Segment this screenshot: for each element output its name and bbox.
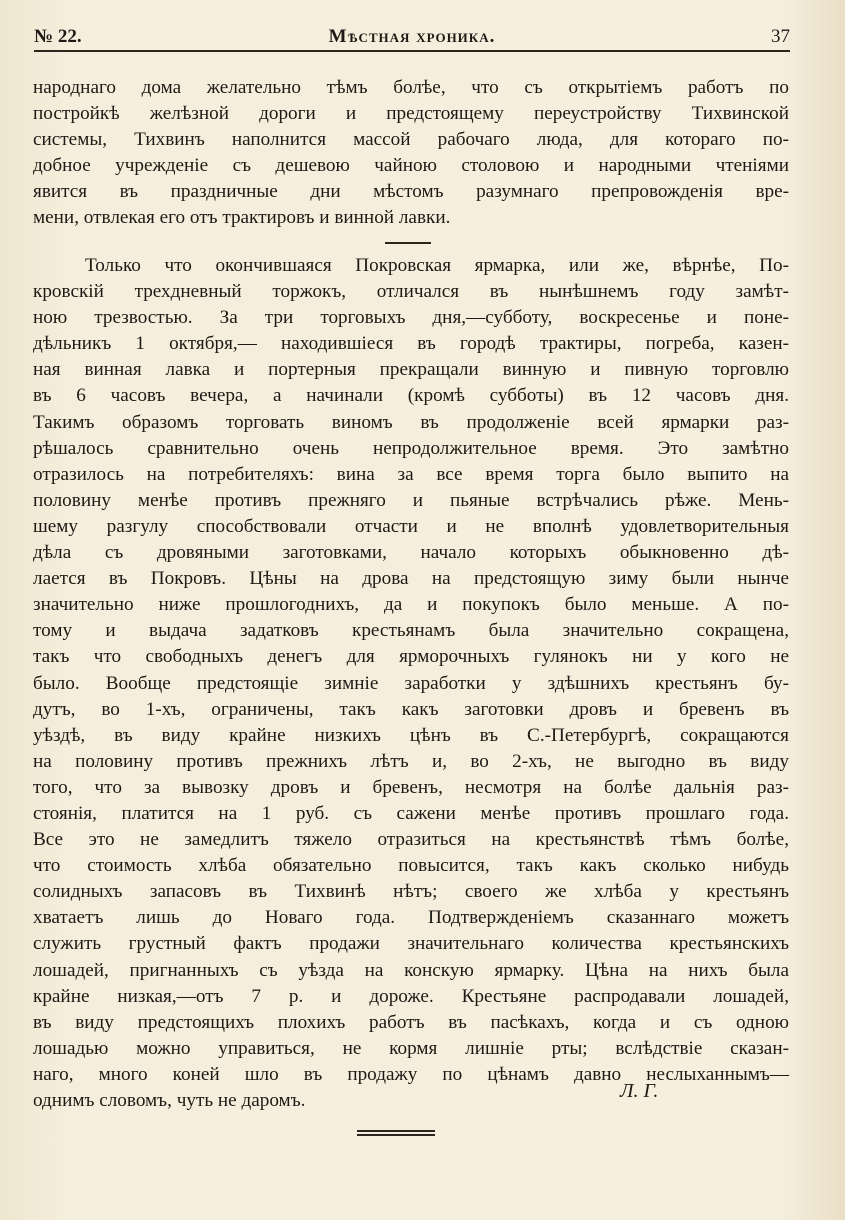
issue-number: № 22. [34,26,82,47]
text-line: солидныхъ запасовъ въ Тихвинѣ нѣтъ; своего же хлѣба у крестьянъ [33,881,789,903]
text-line: шему разгулу способствовали отчасти и не вполнѣ удовлетворительныя [33,515,789,537]
text-line: лается въ Покровъ. Цѣны на дрова на предстоящую зиму были нынче [33,568,789,590]
text-line: въ 6 часовъ вечера, а начинали (кромѣ субботы) въ 12 часовъ дня. [33,385,789,407]
text-line: на половину противъ прежнихъ лѣтъ и, во 2-хъ, не выгодно въ виду [33,750,789,772]
text-line: того, что за вывозку дровъ и бревенъ, несмотря на болѣе дальнія раз- [33,776,789,798]
text-line: рѣшалось сравнительно очень непродолжительное время. Это замѣтно [33,437,789,459]
text-line: дѣльникъ 1 октября,— находившіеся въ городѣ трактиры, погреба, казен- [33,333,789,355]
section-separator [385,242,431,244]
text-line: народнаго дома желательно тѣмъ болѣе, что съ открытіемъ работъ по [33,77,789,98]
text-line: половину менѣе противъ прежняго и пьяные встрѣчались рѣже. Мень- [33,489,789,511]
text-line: добное учрежденіе съ дешевою чайною столовою и народными чтеніями [33,155,789,177]
end-ornament [357,1130,435,1136]
text-line: въ виду предстоящихъ плохихъ работъ въ пасѣкахъ, когда и съ одною [33,1011,789,1033]
text-line: дѣла съ дровяными заготовками, начало которыхъ обыкновенно дѣ- [33,542,789,564]
text-line: служить грустный фактъ продажи значительнаго количества крестьянскихъ [33,933,789,955]
text-line: явится въ праздничные дни мѣстомъ разумнаго препровожденія вре- [33,181,789,203]
text-line: что стоимость хлѣба обязательно повысится, такъ какъ сколько нибудь [33,855,789,877]
text-line: стоянія, платится на 1 руб. съ сажени менѣе противъ прошлаго года. [33,802,789,824]
text-line: значительно ниже прошлогоднихъ, да и покупокъ было меньше. А по- [33,594,789,616]
text-line: кровскій трехдневный торжокъ, отличался въ нынѣшнемъ году замѣт- [33,281,789,303]
text-line: ная винная лавка и портерныя прекращали винную и пивную торговлю [33,359,789,381]
paragraph-1 [33,75,789,232]
text-line: дутъ, во 1-хъ, ограничены, такъ какъ заготовки дровъ и бревенъ въ [33,698,789,720]
text-line: лошадью можно управиться, не кормя лишніе рты; вслѣдствіе сказан- [33,1037,789,1059]
text-line: отразилось на потребителяхъ: вина за все время торга было выпито на [33,463,789,485]
header-rule [34,50,790,52]
text-line: Все это не замедлитъ тяжело отразиться на крестьянствѣ тѣмъ болѣе, [33,829,789,851]
text-line: такъ что свободныхъ денегъ для ярморочныхъ гулянокъ ни у кого не [33,646,789,668]
text-line: лошадей, пригнанныхъ съ уѣзда на конскую ярмарку. Цѣна на нихъ была [33,959,789,981]
section-title: Мѣстная хроника. [328,26,496,47]
paragraph-2 [33,253,789,1114]
running-header [34,22,790,52]
text-line: тому и выдача задатковъ крестьянамъ была значительно сокращена, [33,620,789,642]
text-line: уѣздѣ, въ виду крайне низкихъ цѣнъ въ С.-Петербургѣ, сокращаются [33,724,789,746]
text-line: мени, отвлекая его отъ трактировъ и винной лавки. [33,207,451,229]
text-line: крайне низкая,—отъ 7 р. и дороже. Крестьяне распродавали лошадей, [33,985,789,1007]
text-line: хватаетъ лишь до Новаго года. Подтвержденіемъ сказаннаго можетъ [33,907,789,929]
text-line: системы, Тихвинъ наполнится массой рабочаго люда, для котораго по- [33,129,789,151]
text-line: Такимъ образомъ торговать виномъ въ продолженіе всей ярмарки раз- [33,411,789,433]
text-line: Только что окончившаяся Покровская ярмарка, или же, вѣрнѣе, По- [85,255,789,276]
text-line: ною трезвостью. За три торговыхъ дня,—субботу, воскресенье и поне- [33,307,789,329]
text-line: было. Вообще предстоящіе зимніе заработки у здѣшнихъ крестьянъ бу- [33,672,789,694]
author-signature: Л. Г. [620,1080,659,1102]
text-line: однимъ словомъ, чуть не даромъ. [33,1090,306,1111]
text-line: наго, много коней шло въ продажу по цѣнамъ давно неслыханнымъ— [33,1063,789,1085]
text-line: постройкѣ желѣзной дороги и предстоящему переустройству Тихвинской [33,103,789,125]
page-number: 37 [771,26,790,47]
